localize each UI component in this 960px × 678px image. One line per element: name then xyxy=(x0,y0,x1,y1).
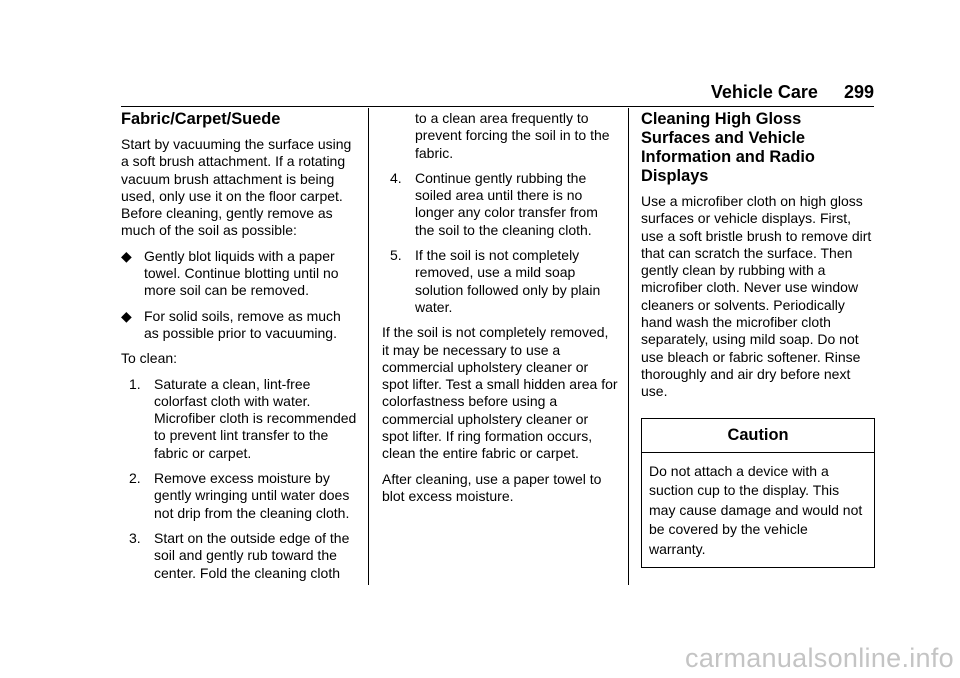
caution-title: Caution xyxy=(642,419,874,453)
column-divider xyxy=(368,108,369,585)
section-heading: Fabric/Carpet/Suede xyxy=(121,110,281,128)
bullet-text: Gently blot liquids with a paper towel. Continue blotting until no more soil can be removed. xyxy=(144,247,339,299)
column-3 xyxy=(641,110,875,568)
list-item xyxy=(382,247,618,316)
page-header xyxy=(711,82,874,103)
list-item xyxy=(382,170,618,239)
list-item xyxy=(121,376,357,462)
list-item xyxy=(121,308,357,343)
step-number: 4. xyxy=(390,169,402,186)
step-text: Start on the outside edge of the soil and gently rub toward the center. Fold the cleaning cloth xyxy=(154,529,350,581)
step-continuation: to a clean area frequently to prevent forcing the soil in to the fabric. xyxy=(415,110,610,161)
step-number: 3. xyxy=(129,529,141,546)
step-text: Saturate a clean, lint-free colorfast cloth with water. Microfiber cloth is recommended to prevent lint transfer to the fabric or carpet. xyxy=(154,375,357,461)
list-item xyxy=(121,248,357,300)
section-heading: Cleaning High Gloss Surfaces and Vehicle Information and Radio Displays xyxy=(641,110,815,185)
list-item xyxy=(121,470,357,522)
bullet-icon: ◆ xyxy=(121,307,132,324)
to-clean-label: To clean: xyxy=(121,350,178,367)
column-divider xyxy=(628,108,629,585)
page-number: 299 xyxy=(843,82,874,102)
step-number: 1. xyxy=(129,375,141,392)
bullet-text: For solid soils, remove as much as possible prior to vacuuming. xyxy=(144,307,341,341)
watermark: carmanualsonline.info xyxy=(685,643,954,673)
step-number: 5. xyxy=(390,247,402,264)
section-title: Vehicle Care xyxy=(710,82,818,102)
column-2 xyxy=(382,110,618,513)
intro-paragraph: Start by vacuuming the surface using a soft brush attachment. If a rotating vacuum brush attachment is being used, only use it on the floor carpet. Before cleaning, gently remove as much of the soil as possible: xyxy=(121,136,352,239)
body-paragraph: Use a microfiber cloth on high gloss surfaces or vehicle displays. First, use a soft bristle brush to remove dirt that can scratch the surface. Then gently clean by rubbing with a microfiber cloth. Never use window cleaners or solvents. Periodically hand wash the microfiber cloth separately, using mild soap. Do not use bleach or fabric softener. Rinse thoroughly and air dry before next use. xyxy=(641,193,872,400)
step-text: Continue gently rubbing the soiled area until there is no longer any color transfer from the soil to the cleaning cloth. xyxy=(415,169,598,238)
caution-box xyxy=(641,418,875,569)
bullet-icon: ◆ xyxy=(121,247,132,264)
step-number: 2. xyxy=(129,470,141,487)
body-paragraph: After cleaning, use a paper towel to blot excess moisture. xyxy=(382,470,602,504)
header-rule xyxy=(121,106,874,107)
list-item xyxy=(121,530,357,582)
column-1 xyxy=(121,110,357,590)
step-text: Remove excess moisture by gently wringing until water does not drip from the cleaning cloth. xyxy=(154,470,350,521)
body-paragraph: If the soil is not completely removed, it may be necessary to use a commercial upholstery cleaner or spot lifter. Test a small hidden area for colorfastness before using a commercial upholstery cleaner or spot lifter. If ring formation occurs, clean the entire fabric or carpet. xyxy=(382,324,618,462)
caution-text: Do not attach a device with a suction cup to the display. This may cause damage and would not be covered by the vehicle warranty. xyxy=(649,462,863,557)
step-text: If the soil is not completely removed, use a mild soap solution followed only by plain water. xyxy=(415,247,601,315)
